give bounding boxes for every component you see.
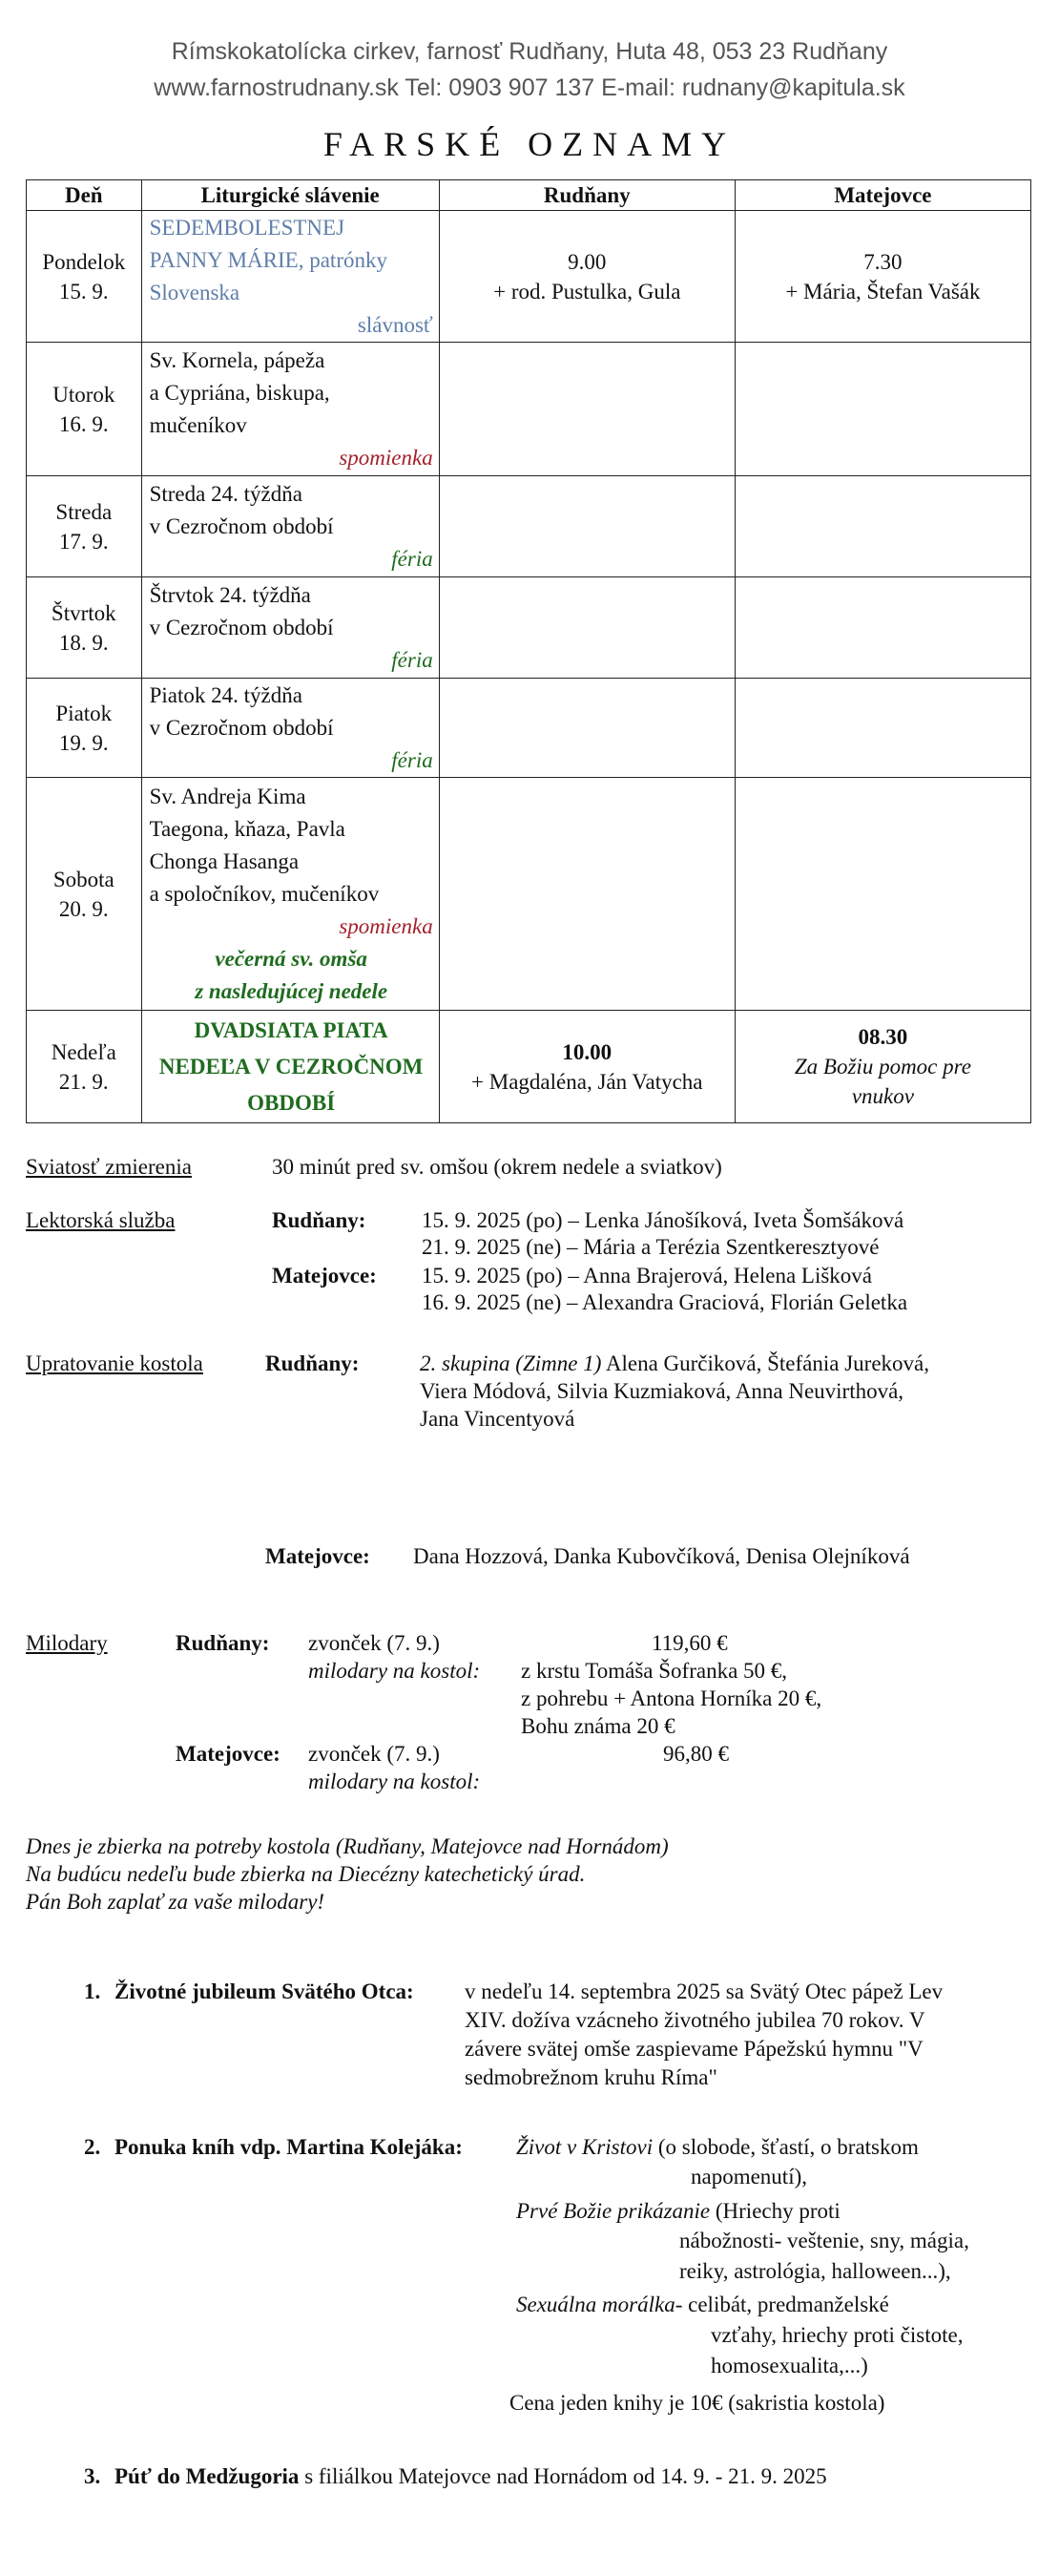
cleaning-label: Upratovanie kostola [26,1351,203,1375]
liturgy-cell [141,577,439,679]
matejovce-cell [735,778,1030,1011]
liturgy-line: a Cypriána, biskupa, [149,380,330,405]
evening-mass-note: z nasledujúcej nedele [195,978,388,1003]
liturgy-line: v Cezročnom období [149,715,334,740]
mass-intention: + Magdaléna, Ján Vatycha [471,1069,703,1094]
announcement-text: sedmobrežnom kruhu Ríma" [465,2065,717,2089]
day-date: 18. 9. [58,630,109,655]
liturgy-rank: spomienka [339,913,433,938]
liturgy-line: Sv. Kornela, pápeža [149,347,325,372]
schedule-table [26,179,1031,1123]
book-title: Prvé Božie prikázanie [516,2199,711,2223]
confession-text: 30 minút pred sv. omšou (okrem nedele a sviatkov) [272,1155,722,1179]
book-price: Cena jeden knihy je 10€ (sakristia kostola) [509,2391,885,2415]
matejovce-cell [735,1011,1030,1123]
liturgy-line: Streda 24. týždňa [149,481,302,506]
mass-time: 7.30 [863,249,903,274]
day-name: Utorok [52,382,115,407]
matejovce-cell [735,476,1030,577]
lectors-rudnany-label: Rudňany: [272,1208,366,1232]
schedule-header-row [27,180,1031,211]
day-cell [27,211,142,343]
announcement-number: 1. [84,1979,101,2003]
day-cell [27,679,142,778]
cleaning-names: Alena Gurčiková, Štefánia Jureková, [601,1351,929,1375]
liturgy-line: Sv. Andreja Kima [149,784,306,808]
day-cell [27,476,142,577]
matejovce-cell [735,211,1030,343]
parish-contact: www.farnostrudnany.sk Tel: 0903 907 137 E-mail: rudnany@kapitula.sk [154,74,905,101]
liturgy-rank: slávnosť [357,312,433,337]
day-date: 20. 9. [58,896,109,921]
cleaning-names: Jana Vincentyová [420,1407,575,1431]
day-date: 15. 9. [58,279,109,304]
donations-rudnany-label: Rudňany: [176,1631,270,1655]
book-desc: (o slobode, šťastí, o bratskom [653,2135,919,2159]
notice-line: Dnes je zbierka na potreby kostola (Rudňany, Matejovce nad Hornádom) [26,1834,669,1858]
rudnany-cell [439,679,735,778]
liturgy-cell [141,211,439,343]
rudnany-cell [439,577,735,679]
liturgy-line: Štrvtok 24. týždňa [149,582,311,607]
mass-time: 08.30 [858,1025,908,1049]
liturgy-line: Chonga Hasanga [149,848,300,873]
book-desc: homosexualita,...) [711,2354,868,2377]
liturgy-cell [141,679,439,778]
liturgy-line: Taegona, kňaza, Pavla [149,816,345,841]
liturgy-line: NEDEĽA V CEZROČNOM [158,1054,424,1079]
bell-collection: zvonček (7. 9.) [308,1631,440,1655]
announcement-text: závere svätej omše zaspievame Pápežskú hymnu "V [465,2037,924,2061]
day-name: Sobota [52,867,114,891]
day-date: 21. 9. [58,1069,109,1094]
day-name: Pondelok [42,249,126,274]
day-name: Štvrtok [51,600,116,625]
mass-intention: vnukov [851,1084,914,1108]
church-donation: Bohu známa 20 € [521,1714,675,1738]
mass-time: 10.00 [562,1039,613,1064]
day-date: 17. 9. [58,529,109,554]
matejovce-cell [735,343,1030,476]
table-row [27,679,1031,778]
day-cell [27,577,142,679]
bell-amount: 119,60 € [652,1631,728,1655]
bell-amount: 96,80 € [663,1742,729,1766]
rudnany-cell [439,211,735,343]
rudnany-cell [439,343,735,476]
book-desc: celibát, predmanželské [682,2293,889,2316]
col-header-liturgy: Liturgické slávenie [141,180,439,211]
announcement-title: Ponuka kníh vdp. Martina Kolejáka: [114,2135,463,2159]
matejovce-cell [735,679,1030,778]
table-row [27,343,1031,476]
liturgy-line: v Cezročnom období [149,615,334,639]
book-desc: vzťahy, hriechy proti čistote, [711,2323,964,2347]
book-title: Sexuálna morálka- [516,2293,683,2316]
day-name: Streda [55,499,113,524]
table-row [27,1011,1031,1123]
liturgy-line: DVADSIATA PIATA [194,1017,388,1042]
cleaning-group: 2. skupina (Zimne 1) [420,1351,602,1375]
mass-time: 9.00 [568,249,607,274]
cleaning-rudnany-line [420,1350,929,1377]
book-line [516,2197,841,2225]
book-line [516,2291,889,2318]
liturgy-rank: féria [391,747,433,772]
liturgy-rank: féria [391,546,433,571]
evening-mass-note: večerná sv. omša [215,946,367,971]
church-donations-label: milodary na kostol: [308,1659,481,1683]
table-row [27,778,1031,1011]
church-donation: z krstu Tomáša Šofranka 50 €, [521,1659,788,1683]
cleaning-names: Viera Módová, Silvia Kuzmiaková, Anna Neuvirthová, [420,1379,904,1403]
lector-entry: 15. 9. 2025 (po) – Lenka Jánošíková, Iveta Šomšáková [422,1208,904,1232]
notice-line: Pán Boh zaplať za vaše milodary! [26,1890,325,1914]
rudnany-cell [439,476,735,577]
announcement-title: Púť do Medžugoria [114,2464,300,2488]
liturgy-line: PANNY MÁRIE, patrónky [149,247,387,272]
cleaning-matejovce-label: Matejovce: [265,1544,370,1568]
page-title: FARSKÉ OZNAMY [322,125,737,163]
liturgy-cell [141,343,439,476]
parish-address: Rímskokatolícka cirkev, farnosť Rudňany, Huta 48, 053 23 Rudňany [171,38,888,65]
liturgy-rank: féria [391,647,433,672]
col-header-day: Deň [27,180,142,211]
liturgy-cell [141,1011,439,1123]
liturgy-cell [141,778,439,1011]
donations-label: Milodary [26,1631,108,1655]
day-cell [27,343,142,476]
confession-label: Sviatosť zmierenia [26,1155,192,1179]
liturgy-line: v Cezročnom období [149,513,334,538]
book-line [516,2133,919,2161]
lectors-matejovce-label: Matejovce: [272,1264,377,1288]
lector-entry: 15. 9. 2025 (po) – Anna Brajerová, Helena Lišková [422,1264,873,1288]
book-title: Život v Kristovi [516,2135,654,2159]
book-desc: (Hriechy proti [710,2199,841,2223]
mass-intention: Za Božiu pomoc pre [794,1055,971,1079]
table-row [27,577,1031,679]
matejovce-cell [735,577,1030,679]
lector-entry: 21. 9. 2025 (ne) – Mária a Terézia Szentkeresztyové [422,1235,880,1259]
liturgy-line: mučeníkov [149,412,247,437]
liturgy-rank: spomienka [339,445,433,470]
liturgy-cell [141,476,439,577]
table-row [27,211,1031,343]
mass-intention: + Mária, Štefan Vašák [785,279,981,304]
announcement-text: XIV. dožíva vzácneho životného jubilea 70 rokov. V [465,2008,925,2032]
liturgy-line: Slovenska [149,280,240,304]
bell-collection: zvonček (7. 9.) [308,1742,440,1766]
rudnany-cell [439,778,735,1011]
notice-line: Na budúcu nedeľu bude zbierka na Diecézny katechetický úrad. [26,1862,586,1886]
col-header-matejovce: Matejovce [735,180,1030,211]
book-desc: napomenutí), [691,2165,807,2189]
donations-matejovce-label: Matejovce: [176,1742,280,1766]
liturgy-line: OBDOBÍ [247,1090,336,1115]
day-name: Nedeľa [51,1039,116,1064]
liturgy-line: SEDEMBOLESTNEJ [149,215,345,240]
cleaning-names: Dana Hozzová, Danka Kubovčíková, Denisa Olejníková [413,1544,910,1568]
day-cell [27,1011,142,1123]
table-row [27,476,1031,577]
cleaning-rudnany-label: Rudňany: [265,1351,360,1375]
announcement-title: Životné jubileum Svätého Otca: [114,1979,414,2003]
col-header-rudnany: Rudňany [439,180,735,211]
announcement-text: s filiálkou Matejovce nad Hornádom od 14. 9. - 21. 9. 2025 [299,2464,827,2488]
day-date: 16. 9. [58,411,109,436]
mass-intention: + rod. Pustulka, Gula [493,279,681,304]
liturgy-line: a spoločníkov, mučeníkov [149,881,380,906]
announcement-number: 2. [84,2135,101,2159]
church-donation: z pohrebu + Antona Horníka 20 €, [521,1686,822,1710]
book-desc: nábožnosti- veštenie, sny, mágia, [679,2229,969,2252]
rudnany-cell [439,1011,735,1123]
day-name: Piatok [55,701,113,725]
church-donations-label: milodary na kostol: [308,1770,481,1793]
announcement-number: 3. [84,2464,101,2488]
lectors-label: Lektorská služba [26,1208,176,1232]
day-date: 19. 9. [58,730,109,755]
announcement-line [114,2462,827,2490]
day-cell [27,778,142,1011]
book-desc: reiky, astrológia, halloween...), [679,2259,951,2283]
announcement-text: v nedeľu 14. septembra 2025 sa Svätý Otec pápež Lev [465,1979,944,2003]
lector-entry: 16. 9. 2025 (ne) – Alexandra Graciová, Florián Geletka [422,1290,908,1314]
liturgy-line: Piatok 24. týždňa [149,682,302,707]
